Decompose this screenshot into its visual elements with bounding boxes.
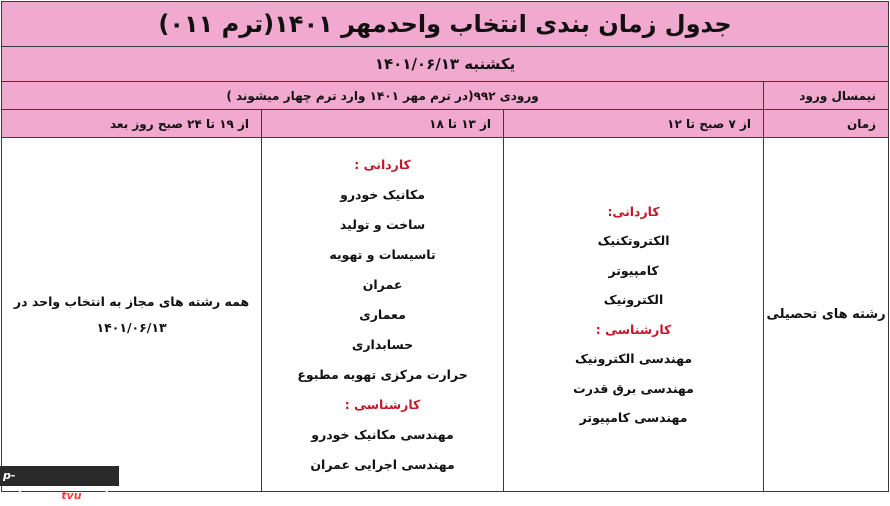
category-bachelor: کارشناسی : bbox=[344, 396, 421, 412]
time-slot-afternoon: از ۱۳ تا ۱۸ bbox=[262, 110, 504, 138]
date-line: یکشنبه ۱۴۰۱/۰۶/۱۳ bbox=[2, 47, 889, 82]
category-bachelor: کارشناسی : bbox=[595, 321, 672, 337]
majors-label: رشته های تحصیلی bbox=[764, 138, 889, 492]
majors-slot-afternoon bbox=[262, 138, 504, 492]
major-item: مکانیک خودرو bbox=[340, 186, 425, 202]
major-item: مهندسی برق قدرت bbox=[573, 380, 694, 396]
major-item: تاسیسات و تهویه bbox=[329, 246, 436, 262]
major-item: مهندسی کامپیوتر bbox=[579, 410, 688, 425]
major-item: معماری bbox=[359, 306, 406, 322]
category-associate: کاردانی : bbox=[354, 156, 411, 172]
major-item: مهندسی الکترونیک bbox=[574, 351, 693, 366]
majors-slot-night bbox=[2, 138, 262, 492]
category-associate: کاردانی: bbox=[607, 203, 660, 219]
all-majors-note: همه رشته های مجاز به انتخاب واحد در bbox=[13, 293, 250, 309]
watermark-prefix: p-sabzevar. bbox=[3, 469, 62, 502]
major-item: الکتروتکنیک bbox=[597, 233, 670, 248]
major-item: حرارت مرکزی تهویه مطبوع bbox=[297, 366, 468, 382]
site-watermark bbox=[0, 466, 119, 502]
schedule-table bbox=[1, 1, 889, 492]
time-slot-night: از ۱۹ تا ۲۴ صبح روز بعد bbox=[2, 110, 262, 138]
entry-value: ورودی ۹۹۲(در ترم مهر ۱۴۰۱ وارد ترم چهار میشوند ) bbox=[2, 82, 764, 110]
major-item: عمران bbox=[362, 276, 403, 292]
entry-label: نیمسال ورود bbox=[764, 82, 889, 110]
watermark-suffix: .ac.ir bbox=[81, 489, 114, 502]
page-title: جدول زمان بندی انتخاب واحدمهر ۱۴۰۱(ترم ۰۱۱) bbox=[2, 2, 889, 47]
major-item: حسابداری bbox=[351, 336, 414, 352]
all-majors-date: ۱۴۰۱/۰۶/۱۳ bbox=[96, 319, 167, 335]
time-slot-morning: از ۷ صبح تا ۱۲ bbox=[504, 110, 764, 138]
watermark-highlight: tvu bbox=[61, 489, 82, 502]
major-item: مهندسی مکانیک خودرو bbox=[311, 426, 454, 442]
major-item: ساخت و تولید bbox=[339, 216, 426, 232]
majors-slot-morning bbox=[504, 138, 764, 492]
time-label: زمان bbox=[764, 110, 889, 138]
major-item: الکترونیک bbox=[603, 292, 664, 307]
major-item: مهندسی اجرایی عمران bbox=[310, 456, 455, 472]
major-item: کامپیوتر bbox=[608, 262, 659, 278]
